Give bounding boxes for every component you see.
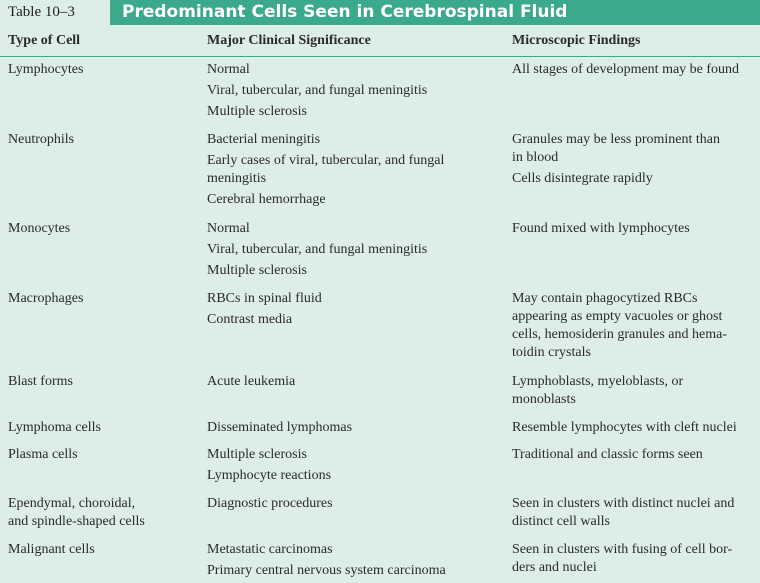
cell-entry (207, 191, 502, 209)
cell-clinical-significance (207, 446, 502, 488)
cell-line: Seen in clusters with fusing of cell bor- (512, 542, 733, 557)
cell-entry (207, 82, 502, 100)
cell-line: Multiple sclerosis (207, 104, 307, 119)
cell-type-of-cell (8, 541, 198, 559)
cell-entry (512, 373, 760, 409)
cell-entry (512, 131, 760, 167)
cell-entry (207, 61, 502, 79)
cell-type-of-cell (8, 131, 198, 149)
cell-line: distinct cell walls (512, 514, 610, 529)
cell-line: All stages of development may be found (512, 62, 740, 77)
cell-line: ders and nuclei (512, 560, 597, 575)
cell-type-of-cell (8, 495, 198, 531)
cell-entry (207, 103, 502, 121)
cell-microscopic-findings (512, 446, 760, 467)
cell-entry (512, 446, 760, 464)
cell-line: Viral, tubercular, and fungal meningitis (207, 83, 428, 98)
cell-clinical-significance (207, 541, 502, 583)
cell-entry (207, 446, 502, 464)
cell-entry (207, 290, 502, 308)
cell-entry (207, 373, 502, 391)
cell-line: Traditional and classic forms seen (512, 447, 703, 462)
header-type-of-cell: Type of Cell (8, 33, 81, 48)
cell-line: Found mixed with lymphocytes (512, 221, 690, 236)
cell-line: Early cases of viral, tubercular, and fungal (207, 153, 445, 168)
cell-line: Plasma cells (8, 447, 78, 462)
cell-microscopic-findings (512, 131, 760, 191)
cell-clinical-significance (207, 290, 502, 332)
cell-line: Lymphoblasts, myeloblasts, or (512, 374, 684, 389)
cell-line: Ependymal, choroidal, (8, 496, 136, 511)
cell-entry (207, 541, 502, 559)
cell-line: Resemble lymphocytes with cleft nuclei (512, 420, 737, 435)
cell-clinical-significance (207, 220, 502, 283)
cell-entry (207, 419, 502, 437)
cell-line: Cells disintegrate rapidly (512, 171, 653, 186)
cell-microscopic-findings (512, 419, 760, 440)
cell-microscopic-findings (512, 220, 760, 241)
cell-microscopic-findings (512, 541, 760, 580)
cell-type-of-cell (8, 220, 198, 238)
cell-line: appearing as empty vacuoles or ghost (512, 309, 723, 324)
table-number: Table 10–3 (0, 0, 110, 25)
cell-line: Diagnostic procedures (207, 496, 333, 511)
cell-line: Lymphocyte reactions (207, 468, 332, 483)
cell-line: Acute leukemia (207, 374, 296, 389)
cell-microscopic-findings (512, 495, 760, 534)
cell-line: Seen in clusters with distinct nuclei and (512, 496, 735, 511)
cell-entry (207, 152, 502, 188)
cell-entry (207, 311, 502, 329)
cell-clinical-significance (207, 495, 502, 516)
cell-line: Viral, tubercular, and fungal meningitis (207, 242, 428, 257)
cell-clinical-significance (207, 419, 502, 440)
cell-line: May contain phagocytized RBCs (512, 291, 698, 306)
cell-microscopic-findings (512, 290, 760, 365)
cell-clinical-significance (207, 61, 502, 124)
cell-line: Disseminated lymphomas (207, 420, 353, 435)
cell-line: Macrophages (8, 291, 84, 306)
cell-entry (207, 467, 502, 485)
cell-entry (207, 495, 502, 513)
cell-type-of-cell (8, 290, 198, 308)
cell-clinical-significance (207, 373, 502, 394)
cell-type-of-cell (8, 419, 198, 437)
cell-line: Neutrophils (8, 132, 75, 147)
cell-entry (512, 541, 760, 577)
cell-entry (512, 61, 760, 79)
cell-microscopic-findings (512, 61, 760, 82)
cell-microscopic-findings (512, 373, 760, 412)
cell-line: Granules may be less prominent than (512, 132, 721, 147)
cell-entry (207, 562, 502, 580)
cell-line: monoblasts (512, 392, 576, 407)
cell-line: Monocytes (8, 221, 71, 236)
cell-entry (512, 290, 760, 362)
cell-type-of-cell (8, 61, 198, 79)
table-header (0, 25, 760, 57)
cell-entry (512, 170, 760, 188)
cell-line: Normal (207, 62, 250, 77)
cell-line: and spindle-shaped cells (8, 514, 145, 529)
cell-line: Metastatic carcinomas (207, 542, 333, 557)
header-clinical-significance: Major Clinical Significance (207, 33, 371, 48)
cell-entry (207, 131, 502, 149)
cell-clinical-significance (207, 131, 502, 212)
cell-line: Primary central nervous system carcinoma (207, 563, 446, 578)
cell-type-of-cell (8, 373, 198, 391)
cell-entry (207, 241, 502, 259)
cell-line: Normal (207, 221, 250, 236)
cell-line: Malignant cells (8, 542, 95, 557)
cell-line: Contrast media (207, 312, 293, 327)
cell-line: Multiple sclerosis (207, 263, 307, 278)
cell-line: Multiple sclerosis (207, 447, 307, 462)
cell-line: toidin crystals (512, 345, 591, 360)
cell-line: Blast forms (8, 374, 73, 389)
cell-type-of-cell (8, 446, 198, 464)
cell-line: Lymphoma cells (8, 420, 101, 435)
cell-entry (512, 220, 760, 238)
table-title: Predominant Cells Seen in Cerebrospinal Fluid (122, 2, 568, 22)
cell-line: Bacterial meningitis (207, 132, 321, 147)
cell-line: in blood (512, 150, 559, 165)
cell-line: Cerebral hemorrhage (207, 192, 326, 207)
header-microscopic-findings: Microscopic Findings (512, 33, 641, 48)
cell-line: Lymphocytes (8, 62, 84, 77)
cell-line: cells, hemosiderin granules and hema- (512, 327, 727, 342)
cell-entry (512, 495, 760, 531)
cell-entry (512, 419, 760, 437)
cell-line: RBCs in spinal fluid (207, 291, 322, 306)
cell-line: meningitis (207, 171, 267, 186)
cell-entry (207, 262, 502, 280)
cell-entry (207, 220, 502, 238)
